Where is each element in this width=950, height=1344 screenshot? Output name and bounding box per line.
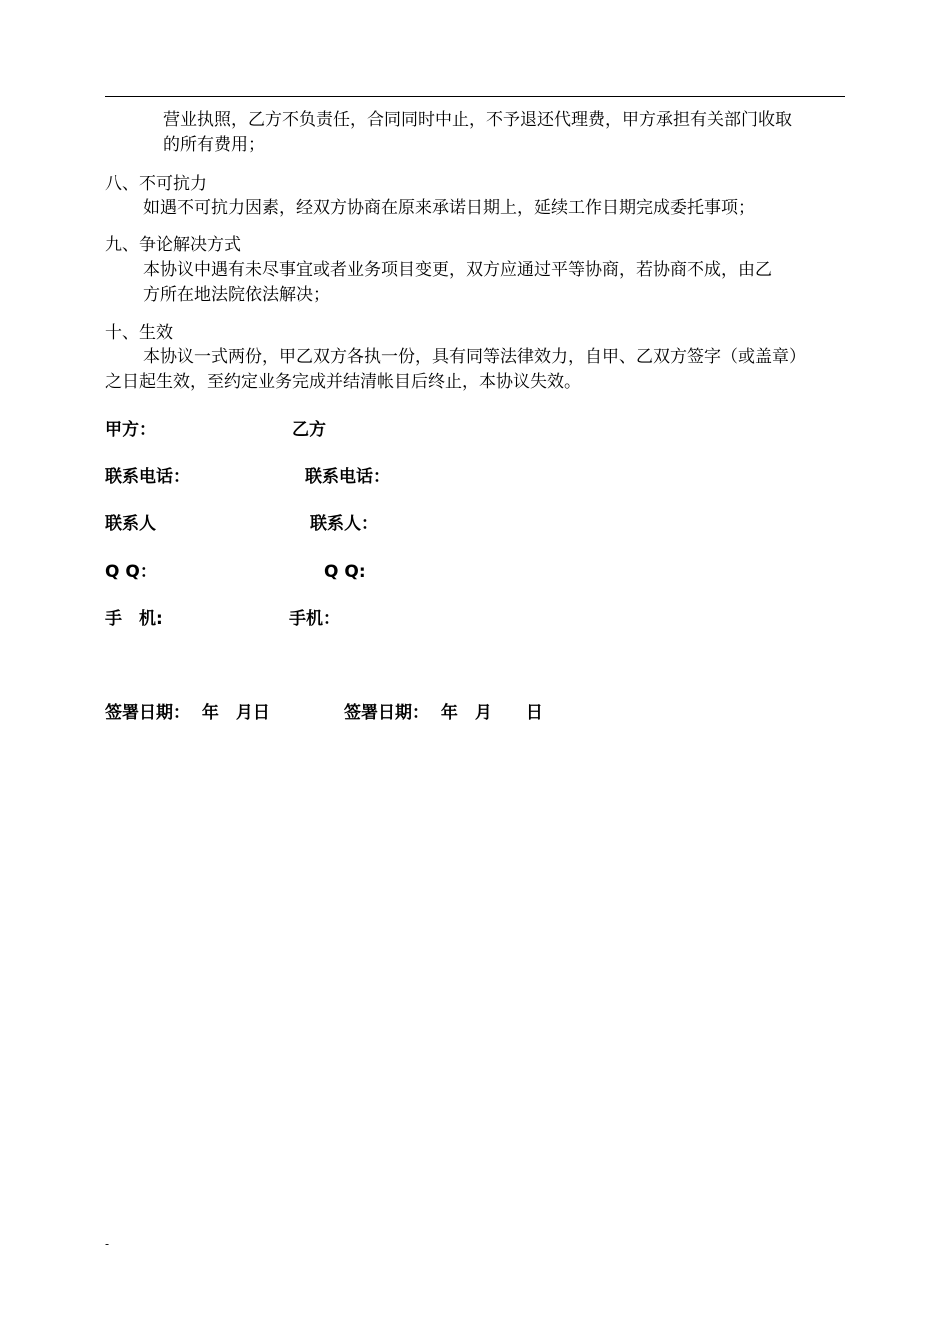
section-10-line-2: 之日起生效，至约定业务完成并结清帐目后终止，本协议失效。 xyxy=(105,372,581,392)
continuation-line-1: 营业执照，乙方不负责任，合同同时中止，不予退还代理费，甲方承担有关部门收取 xyxy=(163,110,792,130)
continuation-line-2: 的所有费用； xyxy=(163,135,265,155)
section-9-line-2: 方所在地法院依法解决； xyxy=(143,285,330,305)
mobile-a-label: 手 机: xyxy=(105,609,163,629)
contact-b-label: 联系人： xyxy=(310,514,378,534)
section-heading-8: 八、不可抗力 xyxy=(105,174,207,194)
sign-date-a: 签署日期： 年 月日 xyxy=(105,703,270,723)
section-heading-10: 十、生效 xyxy=(105,323,173,343)
section-8-line-1: 如遇不可抗力因素，经双方协商在原来承诺日期上，延续工作日期完成委托事项； xyxy=(143,198,755,218)
qq-b-label: Q Q: xyxy=(324,562,366,582)
mobile-b-label: 手机： xyxy=(289,609,340,629)
footer-mark: - xyxy=(105,1237,110,1251)
party-a-label: 甲方： xyxy=(105,420,156,440)
phone-a-label: 联系电话： xyxy=(105,467,190,487)
section-9-line-1: 本协议中遇有未尽事宜或者业务项目变更，双方应通过平等协商，若协商不成，由乙 xyxy=(143,260,772,280)
header-divider xyxy=(105,96,845,97)
party-b-label: 乙方 xyxy=(292,420,326,440)
section-heading-9: 九、争论解决方式 xyxy=(105,235,241,255)
qq-a-label: Q Q： xyxy=(105,562,157,582)
section-10-line-1: 本协议一式两份，甲乙双方各执一份，具有同等法律效力，自甲、乙双方签字（或盖章） xyxy=(143,347,806,367)
phone-b-label: 联系电话： xyxy=(305,467,390,487)
sign-date-b: 签署日期： 年 月 日 xyxy=(344,703,543,723)
contact-a-label: 联系人 xyxy=(105,514,156,534)
header-mark: - xyxy=(105,89,110,103)
